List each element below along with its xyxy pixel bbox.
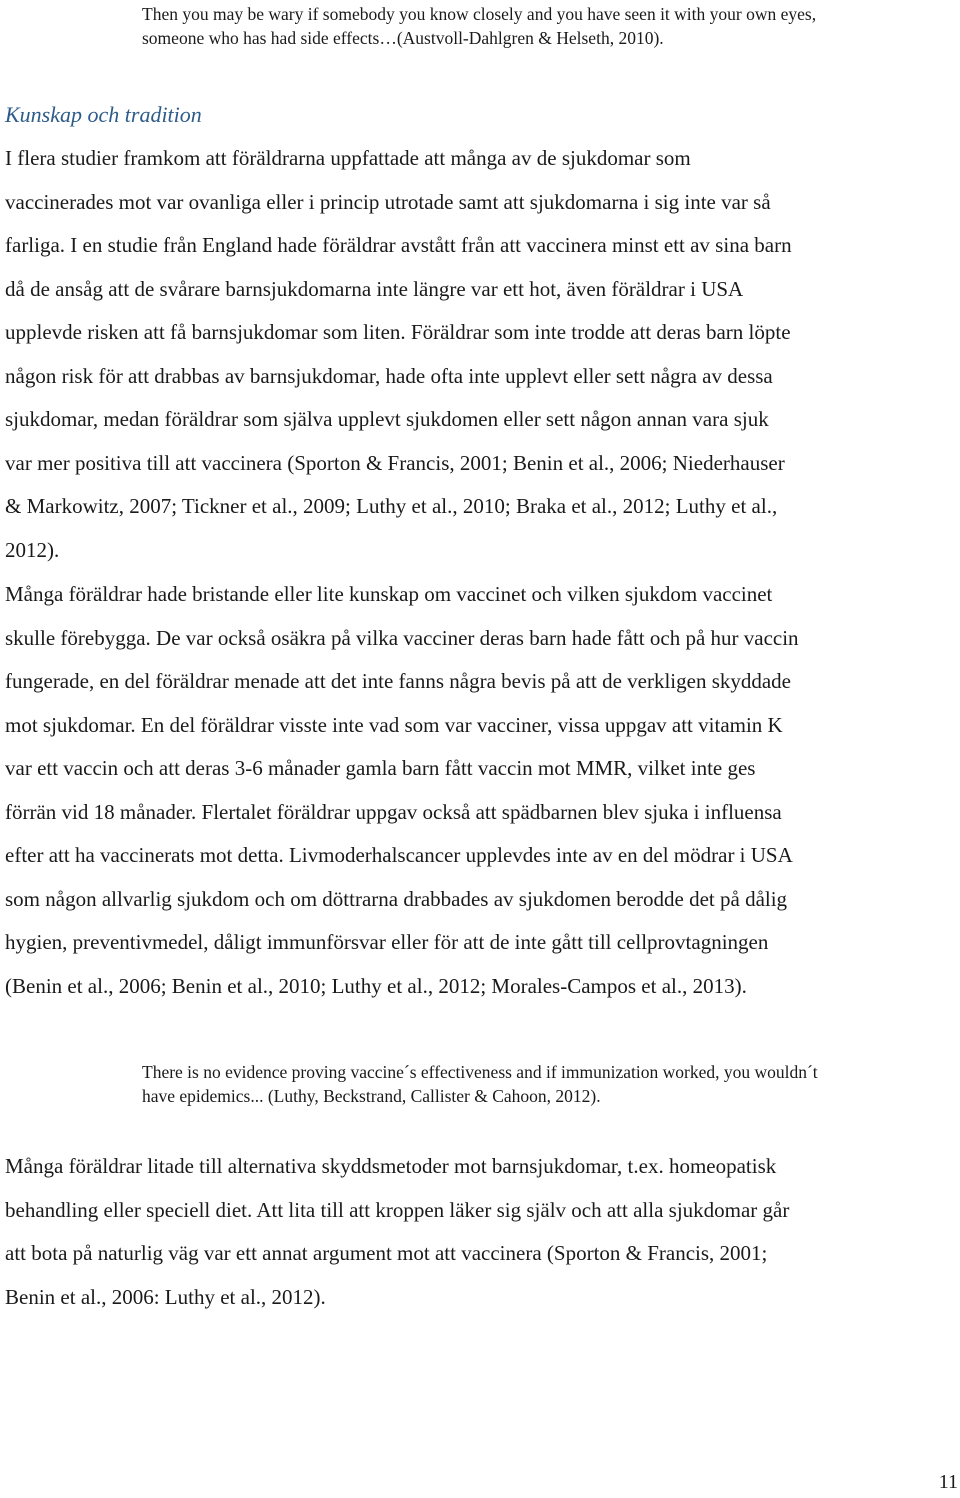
page-number: 11 [938,1471,958,1493]
block-quote-top: Then you may be wary if somebody you know closely and you have seen it with your own eyes, someone who has had side effects…(Austvoll-Dahlgren & Helseth, 2010). [142,4,817,48]
paragraph-2: Många föräldrar hade bristande eller lite kunskap om vaccinet och vilken sjukdom vaccinet skulle förebygga. De var också osäkra på vilka vacciner deras barn hade fått och på hur vaccin fungerade, en del föräldrar menade att det inte fanns några bevis på att de verkligen skyddade mot sjukdomar. En del föräldrar visste inte vad som var vacciner, vissa uppgav att vitamin K var ett vaccin och att deras 3-6 månader gamla barn fått vaccin mot MMR, vilket inte ges förrän vid 18 månader. Flertalet föräldrar uppgav också att spädbarnen blev sjuka i influensa efter att ha vaccinerats mot detta. Livmoderhalscancer upplevdes inte av en del mödrar i USA som någon allvarlig sjukdom och om döttrarna drabbades av sjukdomen berodde det på dålig hygien, preventivmedel, dåligt immunförsvar eller för att de inte gått till cellprovtagningen (Benin et al., 2006; Benin et al., 2010; Luthy et al., 2012; Morales-Campos et al., 2013). [5,582,799,998]
paragraph-3: Många föräldrar litade till alternativa skyddsmetoder mot barnsjukdomar, t.ex. homeopatisk behandling eller speciell diet. Att lita till att kroppen läker sig själv och att alla sjukdomar går att bota på naturlig väg var ett annat argument mot att vaccinera (Sporton & Francis, 2001; Benin et al., 2006: Luthy et al., 2012). [5,1154,790,1309]
section-heading: Kunskap och tradition [5,102,202,127]
paragraph-1: I flera studier framkom att föräldrarna uppfattade att många av de sjukdomar som vaccinerades mot var ovanliga eller i princip utrotade samt att sjukdomarna i sig inte var så farliga. I en studie från England hade föräldrar avstått från att vaccinera minst ett av sina barn då de ansåg att de svårare barnsjukdomarna inte längre var ett hot, även föräldrar i USA upplevde risken att få barnsjukdomar som liten. Föräldrar som inte trodde att deras barn löpte någon risk för att drabbas av barnsjukdomar, hade ofta inte upplevt eller sett några av dessa sjukdomar, medan föräldrar som själva upplevt sjukdomen eller sett någon annan vara sjuk var mer positiva till att vaccinera (Sporton & Francis, 2001; Benin et al., 2006; Niederhauser & Markowitz, 2007; Tickner et al., 2009; Luthy et al., 2010; Braka et al., 2012; Luthy et al., 2012). [5,146,792,562]
block-quote-middle: There is no evidence proving vaccine´s effectiveness and if immunization worked, you wouldn´t have epidemics... (Luthy, Beckstrand, Callister & Cahoon, 2012). [142,1062,818,1106]
